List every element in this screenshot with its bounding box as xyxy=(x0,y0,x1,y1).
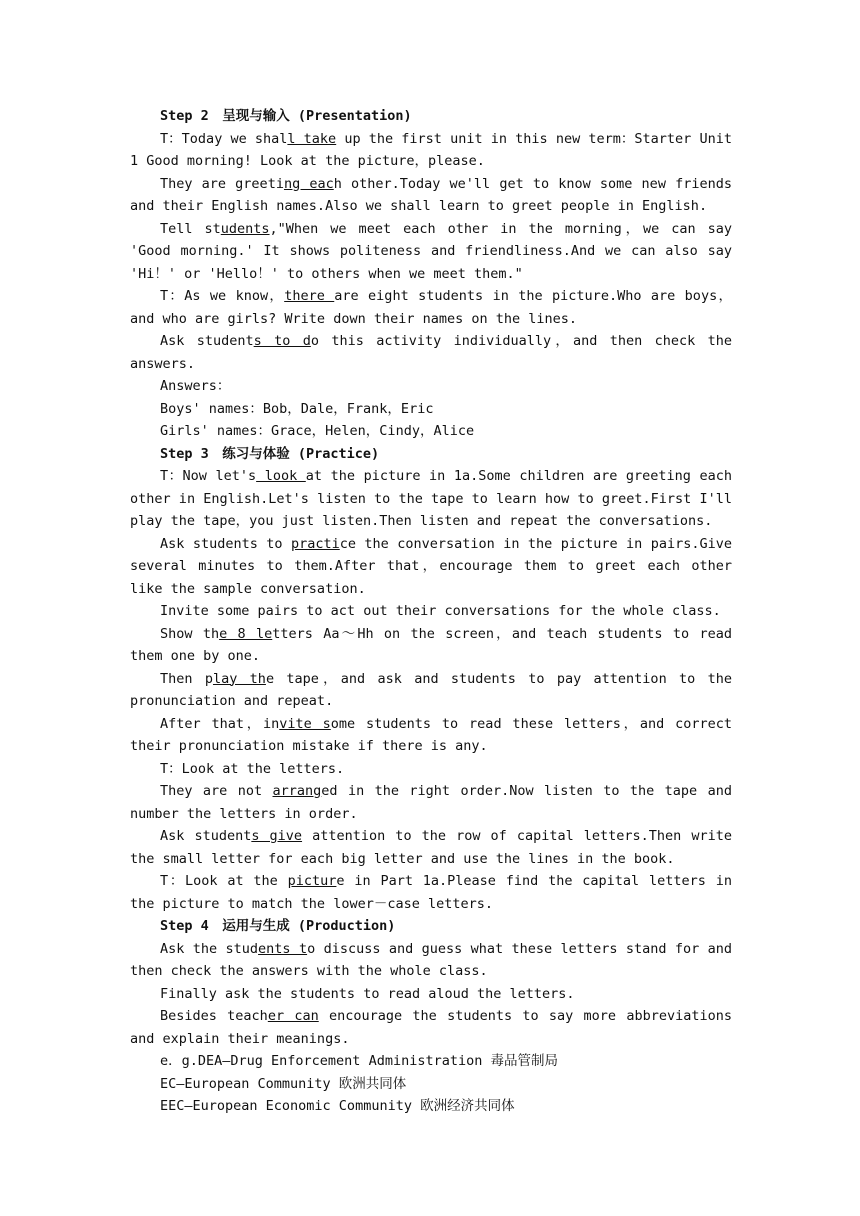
paragraph-show-letters: Show the 8 letters Aa～Hh on the screen，and teach students to read them one by one. xyxy=(130,625,732,664)
lesson-plan-page xyxy=(130,105,732,1118)
answers-label: Answers： xyxy=(160,378,231,394)
step4-heading: Step 4 运用与生成 (Production) xyxy=(160,918,396,934)
paragraph-look-letters: T：Look at the letters. xyxy=(160,760,345,777)
paragraph-abbreviations: Besides teacher can encourage the students to say more abbreviations and explain their meanings. xyxy=(130,1008,732,1047)
boys-names: Boys' names：Bob，Dale，Frank，Eric xyxy=(160,400,434,417)
paragraph-read-aloud: Finally ask the students to read aloud the letters. xyxy=(160,985,575,1002)
girls-names: Girls' names：Grace，Helen，Cindy，Alice xyxy=(160,423,475,439)
paragraph-practice-pairs: Ask students to practice the conversation in the picture in pairs.Give several minutes to them.After that，encourage them to greet each other like the sample conversation. xyxy=(130,535,732,597)
paragraph-intro: T：Today we shall take up the first unit in this new term：Starter Unit 1 Good morning! Look at the picture，please. xyxy=(130,130,732,169)
paragraph-play-tape: Then play the tape，and ask and students to pay attention to the pronunciation and repeat. xyxy=(130,670,732,709)
paragraph-activity: Ask students to do this activity individually，and then check the answers. xyxy=(130,333,733,372)
paragraph-eight-students: T：As we know，there are eight students in the picture.Who are boys，and who are girls? Write down their names on the lines. xyxy=(130,288,732,327)
paragraph-arranged: They are not arranged in the right order.Now listen to the tape and number the letters in order. xyxy=(130,783,732,822)
example-eec: EEC—European Economic Community 欧洲经济共同体 xyxy=(160,1098,515,1114)
step3-heading: Step 3 练习与体验 (Practice) xyxy=(160,445,380,462)
example-ec: EC—European Community 欧洲共同体 xyxy=(160,1075,407,1092)
example-dea: e．g.DEA—Drug Enforcement Administration 毒品管制局 xyxy=(160,1053,558,1069)
paragraph-greeting: They are greeting each other.Today we'll get to know some new friends and their English names.Also we shall learn to greet people in English. xyxy=(130,175,732,214)
paragraph-invite-pairs: Invite some pairs to act out their conversations for the whole class. xyxy=(160,603,721,619)
paragraph-invite-read: After that，invite some students to read these letters，and correct their pronunciation mistake if there is any. xyxy=(130,715,732,754)
paragraph-capital-letters: Ask students give attention to the row of capital letters.Then write the small letter for each big letter and use the lines in the book. xyxy=(130,828,732,867)
paragraph-tell-students: Tell students,"When we meet each other in the morning，we can say 'Good morning.' It shows politeness and friendliness.And we can also say 'Hi！' or 'Hello！' to others when we meet them." xyxy=(130,220,732,282)
step2-heading: Step 2 呈现与输入 (Presentation) xyxy=(160,108,412,124)
paragraph-match-letters: T：Look at the picture in Part 1a.Please find the capital letters in the picture to match the lower－case letters. xyxy=(130,873,732,912)
paragraph-discuss: Ask the students to discuss and guess what these letters stand for and then check the answers with the whole class. xyxy=(130,940,732,979)
paragraph-look-picture: T：Now let's look at the picture in 1a.Some children are greeting each other in English.Let's listen to the tape to learn how to greet.First I'll play the tape，you just listen.Then listen and repeat the conversations. xyxy=(130,468,733,529)
